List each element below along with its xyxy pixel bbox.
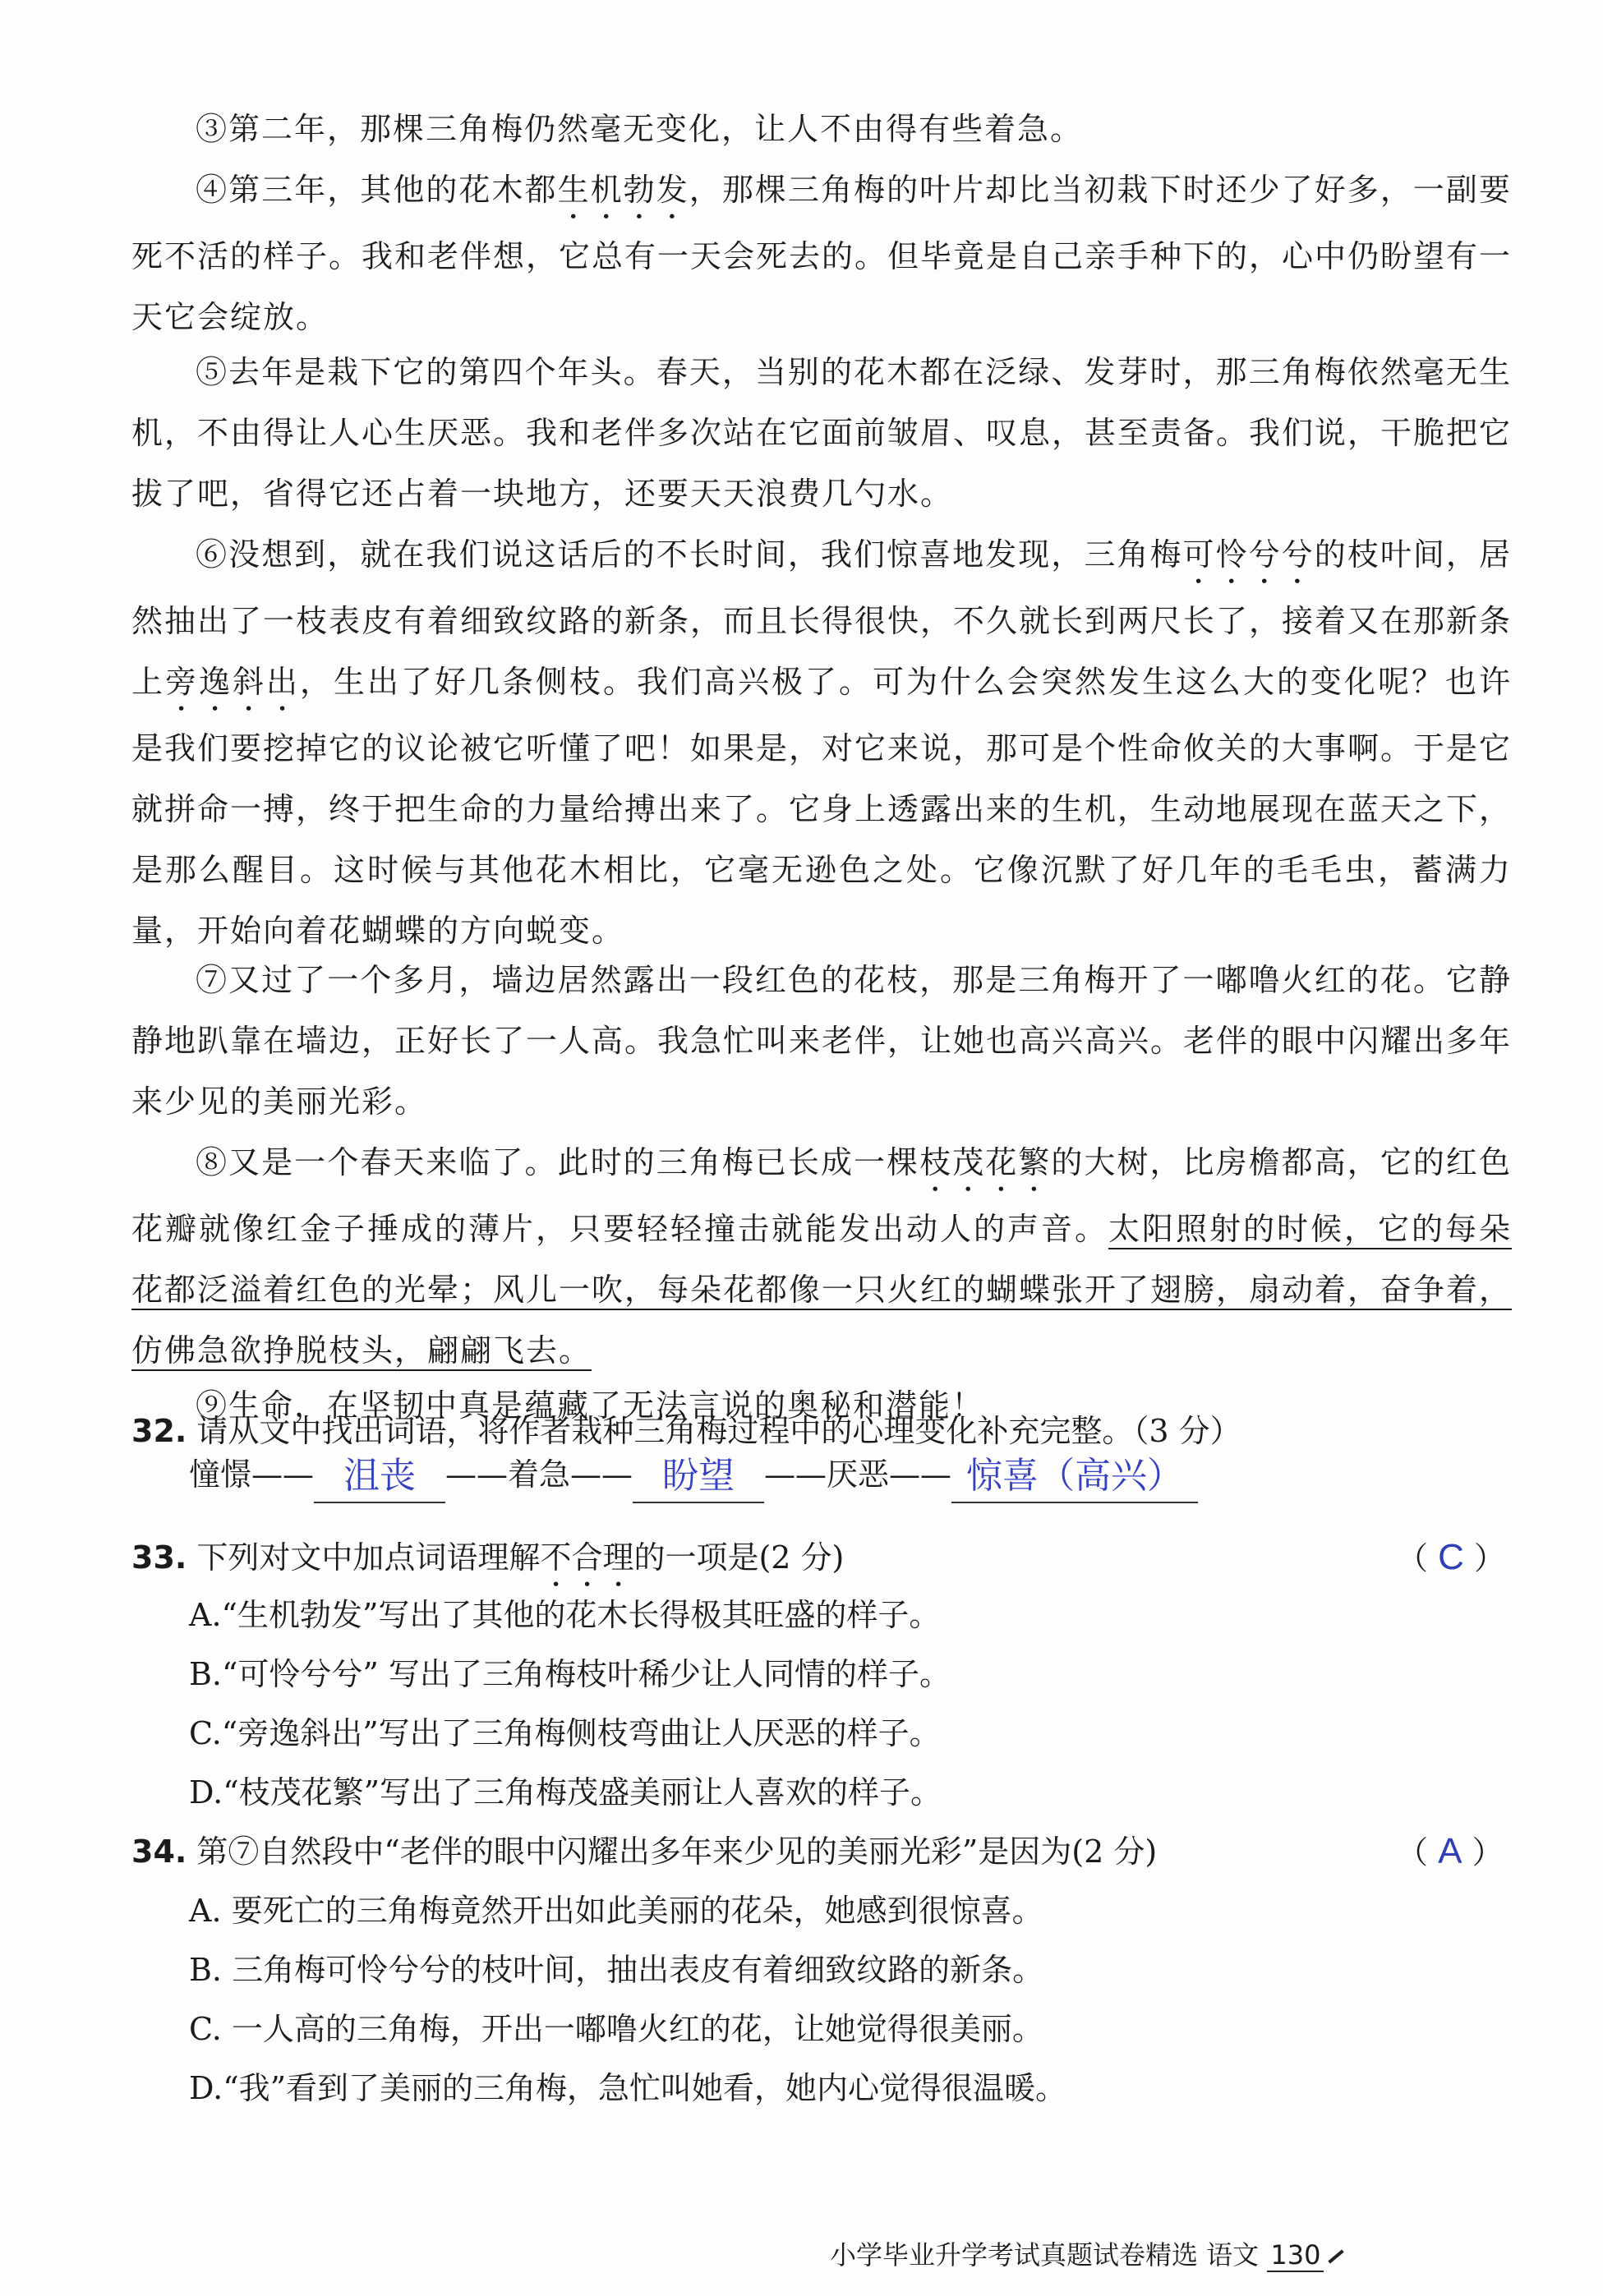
question-34-text: 第⑦自然段中“老伴的眼中闪耀出多年来少见的美丽光彩”是因为(2 分) — [196, 1834, 1158, 1870]
option-text: A. 要死亡的三角梅竟然开出如此美丽的花朵，她感到很惊喜。 — [189, 1893, 1043, 1929]
question-34-option-c — [189, 2004, 1504, 2054]
answer-blank-1[interactable] — [314, 1452, 445, 1503]
option-text: C.“旁逸斜出”写出了三角梅侧枝弯曲让人厌恶的样子。 — [189, 1715, 941, 1751]
question-33-text-b: 的一项是(2 分) — [633, 1539, 845, 1576]
paragraph-8-text-a: ⑧又是一个春天来临了。此时的三角梅已长成一棵 — [196, 1144, 920, 1180]
option-text: A.“生机勃发”写出了其他的花木长得极其旺盛的样子。 — [189, 1597, 941, 1633]
question-32-text: 请从文中找出词语，将作者栽种三角梅过程中的心理变化补充完整。（3 分） — [196, 1413, 1241, 1449]
answer-blank-3[interactable] — [951, 1452, 1198, 1503]
page-number: 130 — [1267, 2239, 1324, 2272]
question-34-option-b — [189, 1945, 1504, 1995]
option-text: D.“枝茂花繁”写出了三角梅茂盛美丽让人喜欢的样子。 — [189, 1774, 942, 1811]
fill-word-3: ——厌恶—— — [764, 1456, 952, 1493]
question-33-answer: C — [1438, 1537, 1464, 1577]
paragraph-3 — [131, 99, 1512, 159]
dotted-phrase-kelian-xixi: 可怜兮兮 — [1182, 536, 1315, 573]
dotted-phrase-pangyi-xiechu: 旁逸斜出 — [165, 664, 300, 700]
right-paren: ） — [1472, 1834, 1504, 1870]
paragraph-4-text-b: ，那棵三角梅的叶片却比当初栽下时还少了好多，一副要死不活的样子。我和老伴想，它总有一天会死去的。但毕竟是自己亲手种下的，心中仍盼望有一天它会绽放。 — [131, 172, 1513, 335]
question-34-number: 34. — [131, 1834, 187, 1870]
paragraph-5 — [131, 342, 1512, 524]
question-33-number: 33. — [131, 1539, 187, 1576]
question-33-text-a: 下列对文中加点词语理解 — [196, 1539, 541, 1576]
paragraph-8-text-b: 的大树，比房檐都高，它的红色花瓣就像红金子捶成的薄片，只要轻轻撞击就能发出动人的声音。 — [131, 1144, 1512, 1247]
option-text: B. 三角梅可怜兮兮的枝叶间，抽出表皮有着细致纹路的新条。 — [189, 1952, 1044, 1988]
question-32-fill-row — [189, 1446, 1198, 1503]
paragraph-5-text: ⑤去年是栽下它的第四个年头。春天，当别的花木都在泛绿、发芽时，那三角梅依然毫无生机，不由得让人心生厌恶。我和老伴多次站在它面前皱眉、叹息，甚至责备。我们说，干脆把它拔了吧，省得它还占着一块地方，还要天天浪费几勺水。 — [131, 354, 1513, 512]
question-33-dotted-word: 不合理 — [540, 1539, 634, 1576]
question-32-number: 32. — [131, 1413, 187, 1449]
fill-word-2: ——着急—— — [445, 1456, 633, 1493]
option-text: C. 一人高的三角梅，开出一嘟噜火红的花，让她觉得很美丽。 — [189, 2011, 1043, 2047]
question-33-option-b — [189, 1650, 1504, 1699]
paragraph-4 — [131, 159, 1512, 347]
paragraph-6 — [131, 524, 1512, 961]
dotted-phrase-zhimao-hua-fan: 枝茂花繁 — [919, 1144, 1052, 1180]
paragraph-6-text-c: ，生出了好几条侧枝。我们高兴极了。可为什么会突然发生这么大的变化呢？也许是我们要挖掉它的议论被它听懂了吧！如果是，对它来说，那可是个性命攸关的大事啊。于是它就拼命一搏，终于把生命的力量给搏出来了。它身上透露出来的生机，生动地展现在蓝天之下，是那么醒目。这时候与其他花木相比，它毫无逊色之处。它像沉默了好几年的毛毛虫，蓄满力量，开始向着花蝴蝶的方向蜕变。 — [131, 664, 1513, 949]
page-footer — [830, 2234, 1345, 2272]
option-text: B.“可怜兮兮” 写出了三角梅枝叶稀少让人同情的样子。 — [189, 1656, 951, 1692]
paragraph-3-text: ③第二年，那棵三角梅仍然毫无变化，让人不由得有些着急。 — [196, 111, 1084, 147]
pencil-icon — [1329, 2249, 1344, 2263]
answer-1: 沮丧 — [343, 1455, 417, 1497]
question-34-answer-box[interactable] — [1397, 1827, 1504, 1877]
option-text: D.“我”看到了美丽的三角梅，急忙叫她看，她内心觉得很温暖。 — [189, 2070, 1067, 2106]
answer-2: 盼望 — [662, 1455, 735, 1497]
paragraph-7-text: ⑦又过了一个多月，墙边居然露出一段红色的花枝，那是三角梅开了一嘟噜火红的花。它静静地趴靠在墙边，正好长了一人高。我急忙叫来老伴，让她也高兴高兴。老伴的眼中闪耀出多年来少见的美丽光彩。 — [131, 962, 1513, 1120]
question-33-answer-box[interactable] — [1397, 1533, 1505, 1583]
question-34-option-a — [189, 1886, 1504, 1935]
paragraph-8 — [131, 1132, 1512, 1381]
dotted-phrase-shengji-bofa: 生机勃发 — [557, 172, 689, 208]
answer-3: 惊喜（高兴） — [966, 1455, 1184, 1497]
right-paren: ） — [1473, 1540, 1505, 1576]
question-33-option-c — [189, 1709, 1504, 1758]
answer-blank-2[interactable] — [633, 1452, 764, 1503]
question-34-answer: A — [1438, 1831, 1463, 1871]
paragraph-6-text-a: ⑥没想到，就在我们说这话后的不长时间，我们惊喜地发现，三角梅 — [196, 536, 1183, 573]
left-paren: （ — [1397, 1834, 1429, 1870]
question-33-option-d — [189, 1768, 1504, 1817]
paragraph-4-text-a: ④第三年，其他的花木都 — [196, 172, 558, 208]
footer-book-title: 小学毕业升学考试真题试卷精选 语文 — [830, 2239, 1260, 2271]
left-paren: （ — [1397, 1540, 1429, 1576]
paragraph-9-text: ⑨生命，在坚韧中真是蕴藏了无法言说的奥秘和潜能！ — [196, 1387, 985, 1424]
question-34 — [131, 1827, 1512, 1876]
fill-word-1: 憧憬—— — [189, 1456, 315, 1493]
question-33 — [131, 1533, 1512, 1594]
underlined-sentence: 太阳照射的时候，它的每朵花都泛溢着红色的光晕；风儿一吹，每朵花都像一只火红的蝴蝶张开了翅膀，扇动着，奋争着，仿佛急欲挣脱枝头，翩翩飞去。 — [131, 1211, 1513, 1369]
paragraph-6-text-b: 的枝叶间，居然抽出了一枝表皮有着细致纹路的新条，而且长得很快，不久就长到两尺长了，接着又在那新条上 — [131, 536, 1513, 700]
question-33-option-a — [189, 1590, 1504, 1640]
question-34-option-d — [189, 2064, 1504, 2113]
paragraph-7 — [131, 950, 1512, 1132]
